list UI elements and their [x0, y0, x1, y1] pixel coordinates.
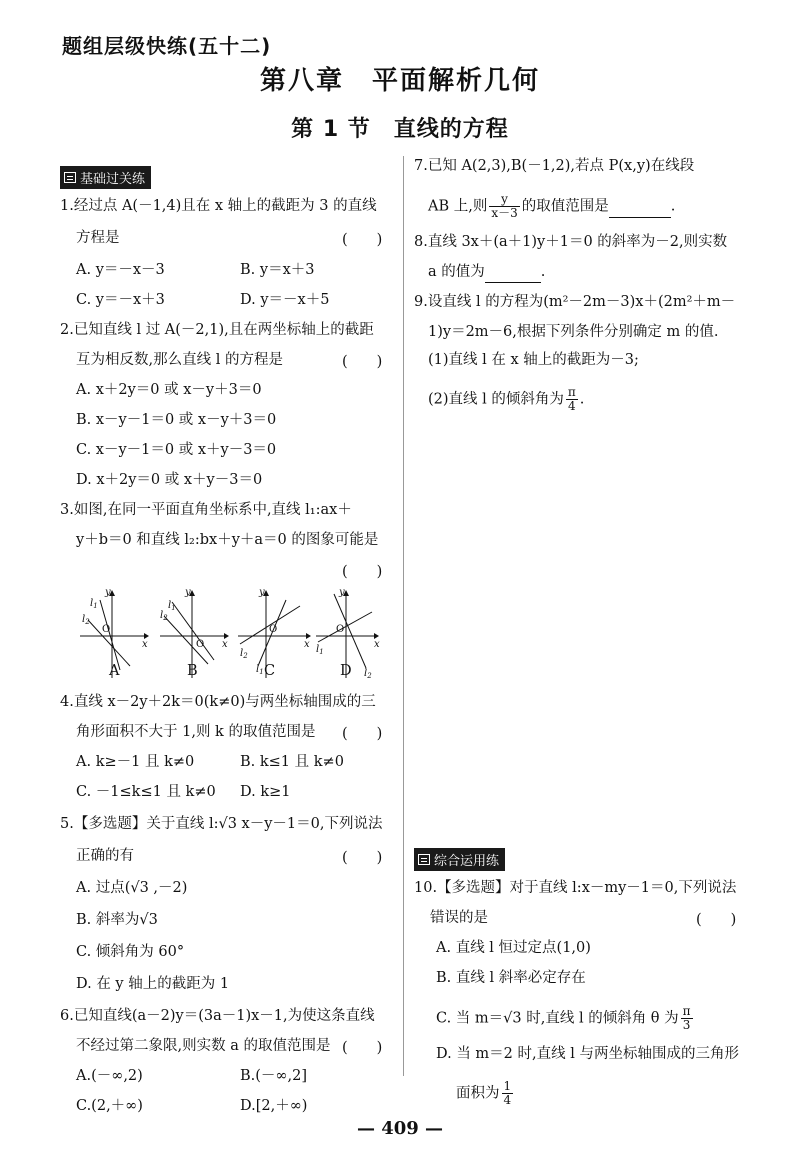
q9-fraction [566, 386, 578, 413]
q6-option-c: C.(2,＋∞) [76, 1098, 143, 1114]
q2-stem-line2: 互为相反数,那么直线 l 的方程是 [76, 352, 283, 368]
q10-option-b: B. 直线 l 斜率必定存在 [436, 970, 586, 986]
q1-option-c: C. y＝－x＋3 [76, 292, 165, 308]
section-badge-label: 基础过关练 [80, 172, 146, 187]
svg-text:l2: $l_2$ [82, 614, 90, 626]
q9-stem-line1: 9.设直线 l 的方程为(m²－2m－3)x＋(2m²＋m－ [414, 294, 736, 310]
q3-graph-options [78, 586, 378, 684]
q2-option-a: A. x＋2y＝0 或 x－y＋3＝0 [76, 382, 262, 398]
q10-stem-line2: 错误的是 [430, 910, 488, 926]
q3-stem-line2: y＋b＝0 和直线 l₂:bx＋y＋a＝0 的图象可能是 [76, 532, 379, 548]
svg-text:x: x [222, 639, 228, 650]
q1-stem-line2: 方程是 [76, 230, 120, 246]
q10-stem-line1: 10.【多选题】对于直线 l:x－my－1＝0,下列说法 [414, 880, 737, 896]
q10-c-fraction-denominator: 3 [682, 1018, 691, 1032]
q8-text-end: . [540, 264, 546, 280]
svg-text:y: y [105, 587, 111, 598]
q1-answer-paren: ( ) [342, 232, 383, 248]
svg-text:O: O [102, 624, 111, 635]
notebook-icon [64, 172, 76, 183]
q5-option-a: A. 过点(√3 ,－2) [76, 880, 188, 896]
notebook-icon [418, 854, 430, 865]
q7-stem-line2 [428, 193, 675, 220]
q10-option-d-line1: D. 当 m＝2 时,直线 l 与两坐标轴围成的三角形 [436, 1046, 739, 1062]
q7-fraction-denominator: x－3 [491, 206, 518, 220]
q5-option-c: C. 倾斜角为 60° [76, 944, 185, 960]
q9-part2 [428, 386, 584, 413]
q10-d-fraction [502, 1080, 514, 1107]
section-title: 第 1 节 直线的方程 [291, 117, 509, 142]
q6-option-a: A.(－∞,2) [76, 1068, 143, 1084]
q3-graph-label-b: B [187, 663, 198, 679]
q6-option-b: B.(－∞,2] [240, 1068, 307, 1084]
q10-option-c-text: C. 当 m＝√3 时,直线 l 的倾斜角 θ 为 [436, 1010, 679, 1027]
q10-option-d-line2 [456, 1080, 515, 1107]
svg-text:x: x [304, 639, 310, 650]
svg-text:l2: $l_2$ [240, 648, 248, 660]
q1-stem-line1: 1.经过点 A(－1,4)且在 x 轴上的截距为 3 的直线 [60, 198, 377, 214]
page-number: — 409 — [356, 1118, 444, 1139]
q5-option-d: D. 在 y 轴上的截距为 1 [76, 976, 230, 992]
q2-option-d: D. x＋2y＝0 或 x＋y－3＝0 [76, 472, 263, 488]
q4-stem-line2: 角形面积不大于 1,则 k 的取值范围是 [76, 724, 316, 740]
svg-text:l1: $l_1$ [256, 664, 264, 676]
practice-title: 题组层级快练(五十二) [62, 34, 272, 58]
q5-stem-line2: 正确的有 [76, 848, 134, 864]
svg-text:y: y [259, 587, 265, 598]
q3-graph-label-a: A [109, 663, 120, 679]
q3-stem-line1: 3.如图,在同一平面直角坐标系中,直线 l₁:ax＋ [60, 502, 352, 518]
q9-fraction-denominator: 4 [568, 399, 576, 413]
svg-text:x: x [142, 639, 148, 650]
q2-option-b: B. x－y－1＝0 或 x－y＋3＝0 [76, 412, 277, 428]
q9-fraction-numerator: π [567, 385, 576, 399]
svg-text:O: O [336, 624, 345, 635]
svg-text:O: O [269, 624, 278, 635]
q5-stem-line1: 5.【多选题】关于直线 l:√3 x－y－1＝0,下列说法 [60, 816, 383, 832]
svg-text:l1: $l_1$ [316, 644, 324, 656]
q2-option-c: C. x－y－1＝0 或 x＋y－3＝0 [76, 442, 277, 458]
section-badge-basic [60, 166, 151, 189]
column-divider [403, 156, 404, 1076]
svg-text:y: y [339, 587, 345, 598]
q10-c-fraction-numerator: π [682, 1004, 691, 1018]
svg-text:O: O [196, 639, 205, 650]
q1-option-b: B. y＝x＋3 [240, 262, 315, 278]
svg-text:x: x [374, 639, 380, 650]
q7-stem-line1: 7.已知 A(2,3),B(－1,2),若点 P(x,y)在线段 [414, 158, 695, 174]
q10-c-fraction [681, 1005, 693, 1032]
q2-answer-paren: ( ) [342, 354, 383, 370]
q10-d-fraction-denominator: 4 [503, 1093, 512, 1107]
q4-option-b: B. k≤1 且 k≠0 [240, 754, 344, 770]
q4-option-d: D. k≥1 [240, 784, 291, 800]
q5-option-b: B. 斜率为√3 [76, 912, 158, 928]
q10-d-fraction-numerator: 1 [503, 1079, 512, 1093]
svg-text:l1: $l_1$ [168, 600, 176, 612]
svg-text:y: y [185, 587, 191, 598]
q8-text-part1: a 的值为 [428, 264, 485, 280]
q8-stem-line1: 8.直线 3x＋(a＋1)y＋1＝0 的斜率为－2,则实数 [414, 234, 728, 250]
q9-part2-end: . [579, 391, 585, 408]
q4-answer-paren: ( ) [342, 726, 383, 742]
q7-fraction [489, 193, 519, 220]
q1-option-a: A. y＝－x－3 [76, 262, 165, 278]
q3-answer-paren: ( ) [342, 564, 383, 580]
q10-answer-paren: ( ) [696, 912, 737, 928]
q7-answer-blank[interactable] [609, 197, 671, 218]
svg-text:l2: $l_2$ [364, 668, 372, 680]
q10-option-c [436, 1005, 695, 1032]
q4-option-c: C. －1≤k≤1 且 k≠0 [76, 784, 216, 800]
q6-answer-paren: ( ) [342, 1040, 383, 1056]
q6-option-d: D.[2,＋∞) [240, 1098, 308, 1114]
q7-fraction-numerator: y [489, 193, 519, 207]
q7-text-end: . [670, 198, 676, 215]
q9-stem-line2: 1)y＝2m－6,根据下列条件分别确定 m 的值. [428, 324, 719, 340]
q8-stem-line2 [428, 262, 545, 283]
svg-text:l2: $l_2$ [160, 610, 168, 622]
q5-answer-paren: ( ) [342, 850, 383, 866]
q2-stem-line1: 2.已知直线 l 过 A(－2,1),且在两坐标轴上的截距 [60, 322, 374, 338]
q1-option-d: D. y＝－x＋5 [240, 292, 330, 308]
q10-option-d-text: 面积为 [456, 1085, 500, 1102]
q4-stem-line1: 4.直线 x－2y＋2k＝0(k≠0)与两坐标轴围成的三 [60, 694, 376, 710]
q6-stem-line2: 不经过第二象限,则实数 a 的取值范围是 [76, 1038, 331, 1054]
chapter-title: 第八章 平面解析几何 [259, 66, 540, 96]
svg-text:l1: $l_1$ [90, 598, 98, 610]
section-badge-label: 综合运用练 [434, 854, 500, 869]
q3-graph-label-c: C [264, 663, 276, 679]
q3-graph-label-d: D [340, 663, 352, 679]
q10-option-a: A. 直线 l 恒过定点(1,0) [436, 940, 591, 956]
q6-stem-line1: 6.已知直线(a－2)y＝(3a－1)x－1,为使这条直线 [60, 1008, 375, 1024]
q4-option-a: A. k≥－1 且 k≠0 [76, 754, 195, 770]
q7-text-part1: AB 上,则 [428, 198, 488, 215]
q7-text-part2: 的取值范围是 [521, 198, 609, 215]
section-badge-comprehensive [414, 848, 505, 871]
q9-part2-text: (2)直线 l 的倾斜角为 [428, 391, 564, 408]
q9-part1: (1)直线 l 在 x 轴上的截距为－3; [428, 352, 639, 368]
q8-answer-blank[interactable] [485, 262, 541, 283]
